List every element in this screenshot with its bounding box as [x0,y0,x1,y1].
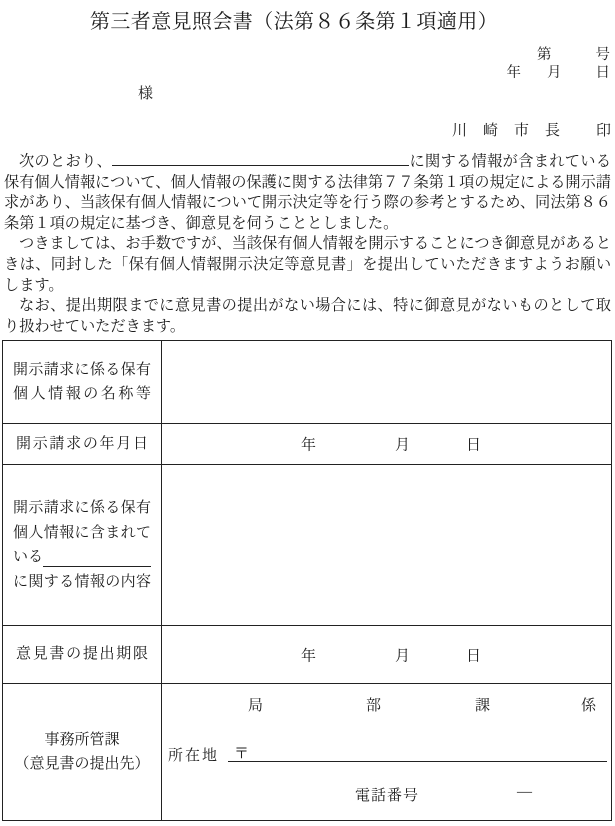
postal-mark: 〒 [234,746,250,762]
row5-value-cell [162,683,611,820]
row3-label-line4: に関する情報の内容 [13,573,151,590]
row4-day-label: 日 [466,648,482,664]
row2-day-label: 日 [466,437,482,454]
row3-blank-underline [43,566,151,567]
addressee-honorific: 様 [138,86,154,102]
seal-mark: 印 [595,123,611,139]
form-table [2,340,612,821]
doc-number-prefix: 第 [537,47,552,63]
row4-year-label: 年 [301,648,317,664]
page-title: 第三者意見照会書（法第８６条第１項適用） [90,11,498,33]
row4-label [16,642,148,667]
row2-label-text: 開示請求の年月日 [16,435,148,452]
subsection-label: 係 [581,698,597,714]
row5-label-cell [3,683,162,820]
row5-label-line2: （意見書の提出先） [14,756,150,772]
row2-year-label: 年 [301,437,317,454]
date-day-label: 日 [595,65,610,81]
date-month-label: 月 [547,65,562,81]
row3-label-line2: 個人情報に含まれて [13,524,151,541]
row1-value-cell [162,341,611,423]
row5-label-line1: 事務所管課 [44,731,120,748]
row3-value-cell [162,464,611,625]
row3-label-cell [3,464,162,625]
row4-value-cell [162,625,611,683]
row3-label-line3 [13,545,151,570]
paragraph-1-rest: に関する情報が含まれている保有個人情報について、個人情報の保護に関する法律第７７条第１項の規定による開示請求があり、当該保有個人情報について開示決定等を行う際の参考とするため、同法第８６条第１項の規定に基づき、御意見を伺うこととしました。 [4,153,612,232]
sender-name: 川崎市長 [451,123,576,139]
address-label: 所在地 [168,748,220,764]
doc-number-suffix: 号 [595,47,610,63]
department-label: 部 [366,698,382,714]
row2-month-label: 月 [395,437,411,454]
row3-label-line3-text: いる [13,549,44,565]
row2-label [16,432,148,457]
phone-label: 電話番号 [355,788,420,804]
row2-label-cell [3,423,162,464]
address-blank-underline [228,746,607,762]
row1-label-cell [3,341,162,423]
body-text [4,152,611,337]
document-date-line [507,61,611,82]
row2-value-cell [162,423,611,464]
section-label: 課 [475,698,491,714]
paragraph-3: なお、提出期限までに意見書の提出がない場合には、特に御意見がないものとして取り扱わせていただきます。 [4,297,611,335]
phone-separator: — [517,784,532,800]
row1-label-line2: 個人情報の名称等 [13,386,151,402]
date-year-label: 年 [506,65,521,81]
row4-month-label: 月 [395,648,411,664]
row3-label-line1: 開示請求に係る保有 [13,500,151,516]
row1-label-line1: 開示請求に係る保有 [13,361,151,378]
row1-label [13,358,151,407]
subject-blank-underline [112,152,409,166]
paragraph-2: つきましては、お手数ですが、当該保有個人情報を開示することにつき御意見があるときは、同封した「保有個人情報開示決定等意見書」を提出していただきますようお願いします。 [4,235,612,294]
row5-label [14,728,149,777]
row3-label [13,496,151,594]
paragraph-1 [4,152,611,234]
row4-label-text: 意見書の提出期限 [16,646,148,663]
bureau-label: 局 [248,698,264,714]
sender-line [452,119,611,140]
paragraph-1-lead: 次のとおり、 [19,153,113,170]
row4-label-cell [3,625,162,683]
